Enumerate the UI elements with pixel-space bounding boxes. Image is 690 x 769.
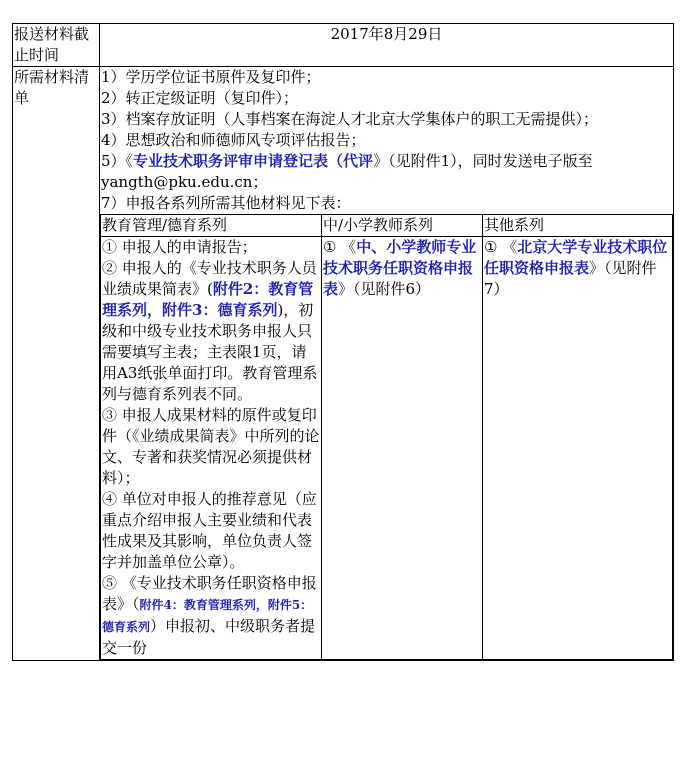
edu-item-5-a: ⑤ 《专业技术职务任职资格申报表》（ — [102, 574, 317, 613]
deadline-value: 2017年8月29日 — [100, 24, 674, 67]
list-item: 4）思想政治和师德师风专项评估报告； — [101, 131, 366, 149]
school-series-cell — [322, 237, 483, 660]
school-item-a: ① 《 — [323, 238, 357, 256]
item5-suffix: 》（见附件1），同时发送电子版至yangth@pku.edu.cn； — [101, 152, 593, 191]
list-item: 3）档案存放证明（人事档案在海淀人才北京大学集体户的职工无需提供）； — [101, 110, 599, 128]
materials-list — [100, 67, 673, 214]
edu-item-3: ③ 申报人成果材料的原件或复印件（《业绩成果简表》中所列的论文、专著和获奖情况必须提供材料）； — [102, 406, 320, 487]
attachment-4-5-link[interactable]: 附件4：教育管理系列，附件5：德育系列 — [102, 598, 313, 634]
series-header-row — [101, 215, 673, 237]
series-content-row — [101, 237, 673, 660]
series-table — [100, 214, 673, 660]
materials-row — [13, 67, 674, 661]
school-series-header: 中/小学教师系列 — [322, 215, 483, 237]
edu-item-5 — [102, 573, 320, 659]
list-item — [101, 151, 672, 193]
school-item-b: 》（见附件6） — [338, 280, 431, 298]
registration-form-link[interactable]: 专业技术职务评审申请登记表（代评 — [133, 152, 374, 170]
materials-cell — [100, 67, 674, 661]
edu-item-2-b: )，初级和中级专业技术职务申报人只需要填写主表；主表限1页，请用A3纸张单面打印。教育管理系列与德育系列表不同。 — [102, 301, 318, 403]
edu-item-1: ① 申报人的申请报告； — [102, 238, 257, 256]
other-series-cell — [483, 237, 673, 660]
list-item: 1）学历学位证书原件及复印件； — [101, 68, 321, 86]
edu-item-4: ④ 单位对申报人的推荐意见（应重点介绍申报人主要业绩和代表性成果及其影响，单位负责人签字并加盖单位公章）。 — [102, 490, 317, 571]
other-series-header: 其他系列 — [483, 215, 673, 237]
materials-table — [12, 23, 674, 661]
other-item-a: ① 《 — [484, 238, 518, 256]
list-item: 7）申报各系列所需其他材料见下表： — [101, 194, 351, 212]
edu-series-cell — [101, 237, 322, 660]
attachment-7-link[interactable]: 北京大学专业技术职位任职资格申报表 — [484, 238, 668, 277]
edu-item-2 — [102, 258, 320, 405]
other-item-b: 》（见附件7） — [484, 259, 657, 298]
edu-item-2-a: ② 申报人的《专业技术职务人员业绩成果简表》( — [102, 259, 317, 298]
deadline-label: 报送材料截止时间 — [13, 24, 100, 67]
edu-item-5-b: ）申报初、中级职务者提交一份 — [102, 617, 316, 657]
deadline-row — [13, 24, 674, 67]
attachment-2-3-link[interactable]: 附件2：教育管理系列，附件3：德育系列 — [102, 280, 314, 319]
attachment-6-link[interactable]: 中、小学教师专业技术职务任职资格申报表 — [323, 238, 477, 298]
list-item: 2）转正定级证明（复印件）； — [101, 89, 299, 107]
materials-label: 所需材料清单 — [13, 67, 100, 661]
edu-series-header: 教育管理/德育系列 — [101, 215, 322, 237]
item5-prefix: 5）《 — [101, 152, 134, 170]
